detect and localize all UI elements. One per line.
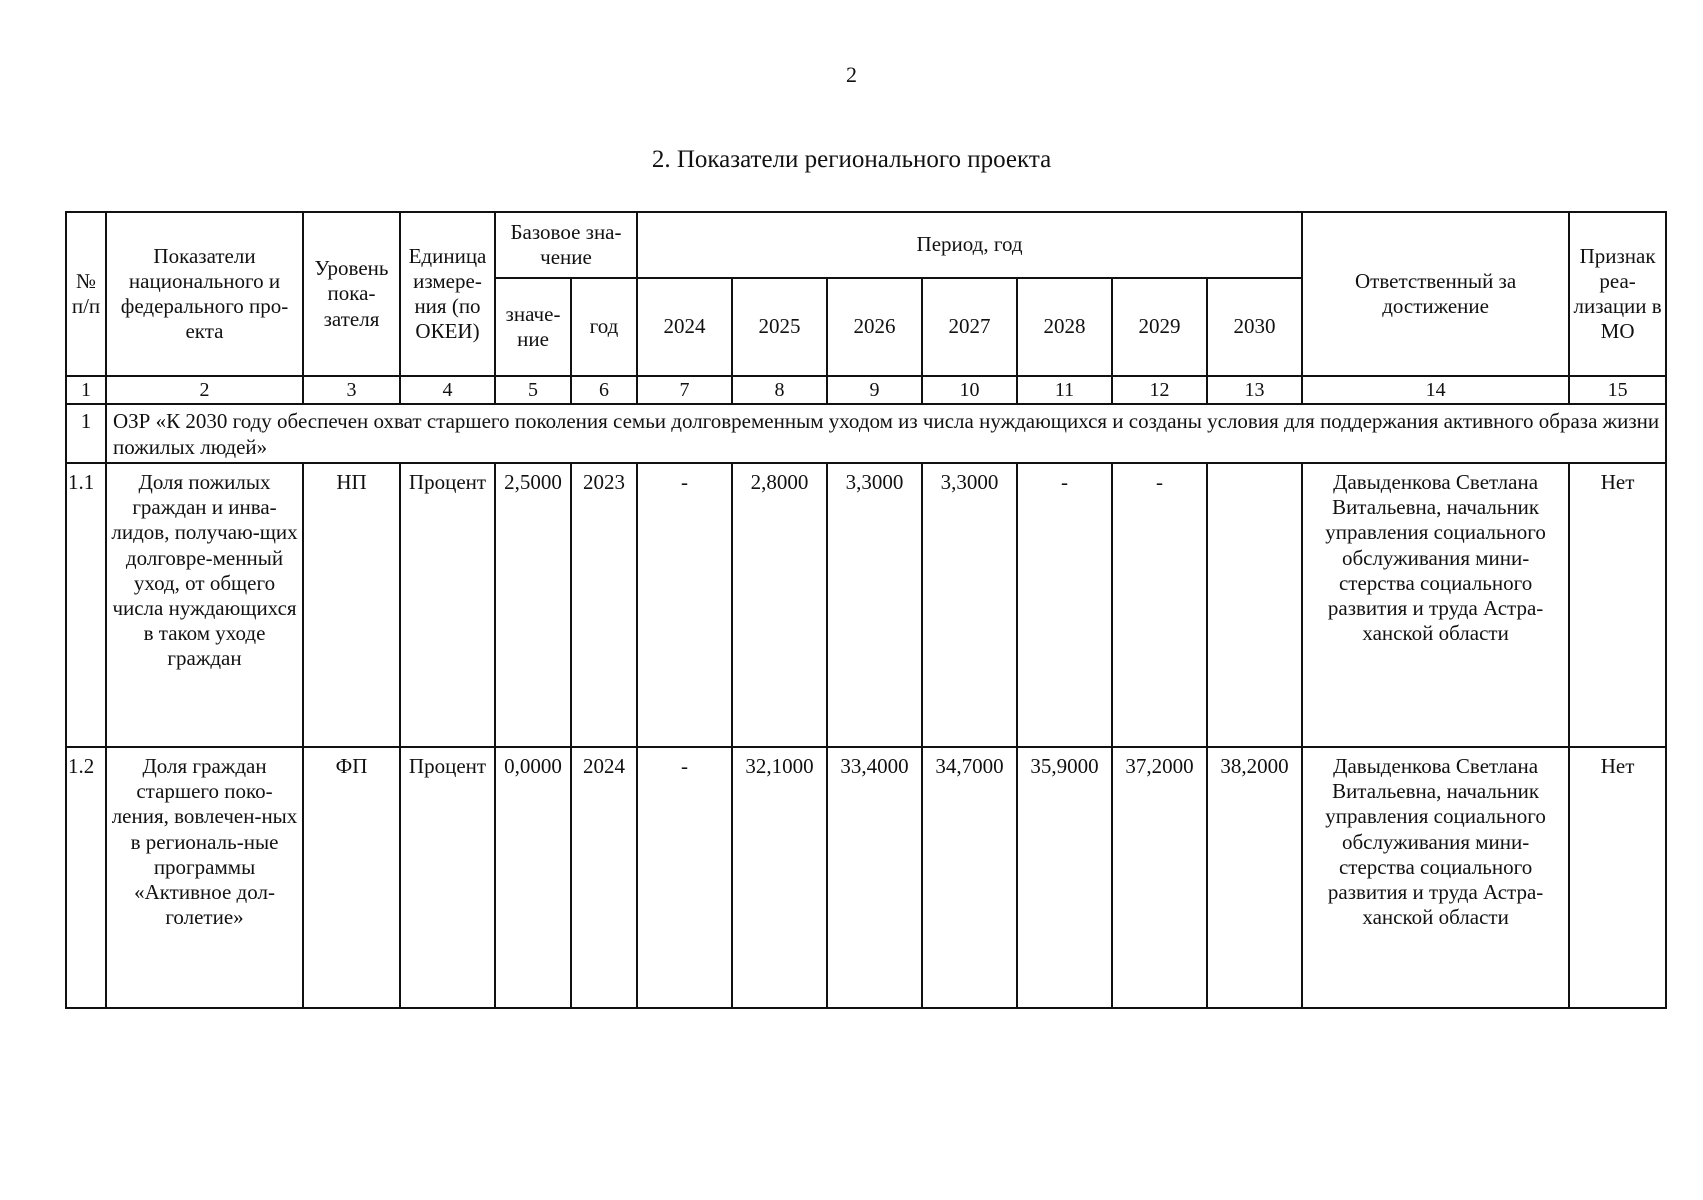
value-2025: 2,8000 — [732, 463, 827, 747]
indicator-level: ФП — [303, 747, 400, 1008]
value-2030: 38,2000 — [1207, 747, 1302, 1008]
page-title: 2. Показатели регионального проекта — [651, 146, 1052, 173]
value-2030 — [1207, 463, 1302, 747]
header-year-2028: 2028 — [1017, 278, 1112, 376]
column-numbers-row — [66, 376, 1666, 404]
column-number: 14 — [1302, 376, 1569, 404]
column-number: 7 — [637, 376, 732, 404]
indicator-name: Доля граждан старшего поко-ления, вовлечен-ных в региональ-ные программы «Активное дол-голетие» — [106, 747, 303, 1008]
header-base: Базовое зна-чение — [495, 212, 637, 278]
base-year: 2023 — [571, 463, 637, 747]
column-number: 9 — [827, 376, 922, 404]
value-2027: 34,7000 — [922, 747, 1017, 1008]
indicator-name: Доля пожилых граждан и инва-лидов, получаю-щих долговре-менный уход, от общего числа нуждающихся в таком уходе граждан — [106, 463, 303, 747]
indicator-unit: Процент — [400, 747, 495, 1008]
goal-number: 1 — [66, 404, 106, 463]
row-number: 1.2 — [66, 747, 106, 1008]
responsible-person: Давыденкова Светлана Витальевна, начальник управления социального обслуживания мини-стерства социального развития и труда Астра-ханской области — [1302, 747, 1569, 1008]
header-indicator: Показатели национального и федерального про-екта — [106, 212, 303, 376]
column-number: 1 — [66, 376, 106, 404]
column-number: 4 — [400, 376, 495, 404]
header-year-2025: 2025 — [732, 278, 827, 376]
header-year-2029: 2029 — [1112, 278, 1207, 376]
column-number: 5 — [495, 376, 571, 404]
header-base-year: год — [571, 278, 637, 376]
base-value: 0,0000 — [495, 747, 571, 1008]
indicator-unit: Процент — [400, 463, 495, 747]
base-value: 2,5000 — [495, 463, 571, 747]
header-base-value: значе-ние — [495, 278, 571, 376]
mo-flag: Нет — [1569, 463, 1666, 747]
value-2028: 35,9000 — [1017, 747, 1112, 1008]
column-number: 10 — [922, 376, 1017, 404]
header-unit: Единица измере-ния (по ОКЕИ) — [400, 212, 495, 376]
goal-row — [66, 404, 1666, 463]
value-2026: 3,3000 — [827, 463, 922, 747]
column-number: 3 — [303, 376, 400, 404]
header-year-2024: 2024 — [637, 278, 732, 376]
table-row — [66, 463, 1666, 747]
column-number: 15 — [1569, 376, 1666, 404]
column-number: 8 — [732, 376, 827, 404]
header-num: № п/п — [66, 212, 106, 376]
header-responsible: Ответственный за достижение — [1302, 212, 1569, 376]
header-mo: Признак реа-лизации в МО — [1569, 212, 1666, 376]
value-2025: 32,1000 — [732, 747, 827, 1008]
column-number: 13 — [1207, 376, 1302, 404]
row-number: 1.1 — [66, 463, 106, 747]
header-row — [66, 212, 1666, 278]
header-period: Период, год — [637, 212, 1302, 278]
column-number: 11 — [1017, 376, 1112, 404]
goal-text: ОЗР «К 2030 году обеспечен охват старшего поколения семьи долговременным уходом из числа нуждающихся и созданы условия для поддержания активного образа жизни пожилых людей» — [106, 404, 1666, 463]
header-year-2030: 2030 — [1207, 278, 1302, 376]
header-year-2027: 2027 — [922, 278, 1017, 376]
indicators-table — [65, 211, 1667, 1009]
table-row — [66, 747, 1666, 1008]
page-number: 2 — [846, 62, 857, 87]
base-year: 2024 — [571, 747, 637, 1008]
value-2024: - — [637, 463, 732, 747]
value-2028: - — [1017, 463, 1112, 747]
value-2029: 37,2000 — [1112, 747, 1207, 1008]
value-2027: 3,3000 — [922, 463, 1017, 747]
header-level: Уровень пока-зателя — [303, 212, 400, 376]
value-2024: - — [637, 747, 732, 1008]
indicator-level: НП — [303, 463, 400, 747]
column-number: 12 — [1112, 376, 1207, 404]
header-year-2026: 2026 — [827, 278, 922, 376]
value-2029: - — [1112, 463, 1207, 747]
value-2026: 33,4000 — [827, 747, 922, 1008]
column-number: 6 — [571, 376, 637, 404]
responsible-person: Давыденкова Светлана Витальевна, начальник управления социального обслуживания мини-стерства социального развития и труда Астра-ханской области — [1302, 463, 1569, 747]
mo-flag: Нет — [1569, 747, 1666, 1008]
column-number: 2 — [106, 376, 303, 404]
